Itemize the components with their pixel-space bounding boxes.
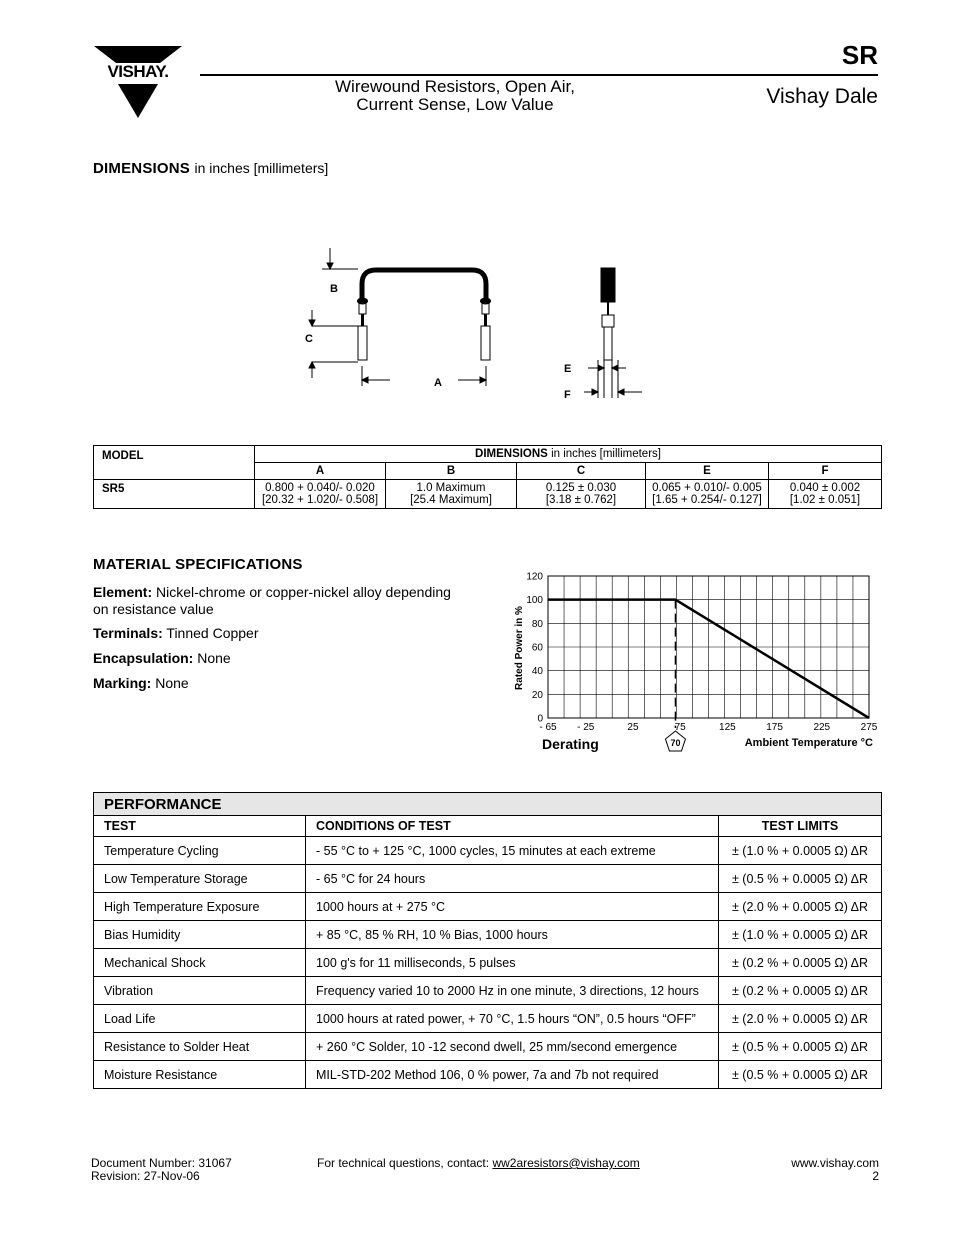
dim-label-b: B [330, 283, 338, 295]
footer-contact [317, 1157, 640, 1170]
x-tick-label: 125 [719, 722, 736, 733]
value-in: 0.125 ± 0.030 [545, 482, 617, 494]
value-in: 0.040 ± 0.002 [789, 482, 861, 494]
col-header-c: C [517, 463, 646, 480]
chart-y-tick-labels [526, 572, 543, 725]
value-in: 0.065 + 0.010/- 0.005 [652, 482, 762, 494]
spec-label: Marking: [93, 675, 152, 691]
y-tick-label: 100 [526, 595, 543, 607]
value-mm: [1.02 ± 0.051] [789, 494, 861, 506]
header-rule [200, 74, 878, 76]
spec-encapsulation [93, 650, 231, 666]
x-tick-label: - 25 [577, 722, 595, 733]
dim-label-c: C [305, 333, 313, 345]
table-row [94, 893, 882, 921]
test-cell: Resistance to Solder Heat [94, 1033, 306, 1061]
limits-cell: ± (0.2 % + 0.0005 Ω) ΔR [719, 949, 882, 977]
header-test: TEST [94, 816, 306, 837]
col-header-a: A [255, 463, 386, 480]
vishay-logo [90, 44, 186, 120]
chart-marker-label: 70 [670, 738, 681, 748]
test-cell: Mechanical Shock [94, 949, 306, 977]
test-cell: Temperature Cycling [94, 837, 306, 865]
chart-x-axis-label: Ambient Temperature °C [744, 737, 873, 749]
value-mm: [3.18 ± 0.762] [545, 494, 617, 506]
conditions-cell: - 65 °C for 24 hours [306, 865, 719, 893]
limits-cell: ± (0.5 % + 0.0005 Ω) ΔR [719, 1033, 882, 1061]
test-cell: High Temperature Exposure [94, 893, 306, 921]
spec-terminals [93, 625, 259, 641]
value-in: 0.800 + 0.040/- 0.020 [265, 482, 375, 494]
dimension-drawing [290, 240, 660, 410]
x-tick-label: 75 [674, 722, 686, 733]
test-cell: Load Life [94, 1005, 306, 1033]
table-row [94, 1033, 882, 1061]
test-cell: Bias Humidity [94, 921, 306, 949]
performance-title: PERFORMANCE [94, 793, 882, 816]
conditions-cell: + 85 °C, 85 % RH, 10 % Bias, 1000 hours [306, 921, 719, 949]
y-tick-label: 0 [537, 713, 543, 725]
y-tick-label: 20 [531, 689, 543, 701]
x-tick-label: 25 [627, 722, 639, 733]
x-tick-label: 275 [860, 722, 878, 733]
table-row [94, 1061, 882, 1089]
conditions-cell: 1000 hours at rated power, + 70 °C, 1.5 hours “ON”, 0.5 hours “OFF” [306, 1005, 719, 1033]
document-subtitle [300, 78, 610, 114]
limits-cell: ± (1.0 % + 0.0005 Ω) ΔR [719, 837, 882, 865]
limits-cell: ± (0.2 % + 0.0005 Ω) ΔR [719, 977, 882, 1005]
test-cell: Vibration [94, 977, 306, 1005]
spec-value: Tinned Copper [166, 625, 259, 641]
spec-label: Encapsulation: [93, 650, 194, 666]
doc-number: Document Number: 31067 [91, 1156, 232, 1170]
revision: Revision: 27-Nov-06 [91, 1169, 200, 1183]
chart-title: Derating [542, 736, 599, 752]
x-tick-label: - 65 [539, 722, 557, 733]
spec-label: Terminals: [93, 625, 163, 641]
website-link[interactable]: www.vishay.com [791, 1156, 879, 1170]
dim-label-e: E [564, 363, 572, 375]
value-mm: [25.4 Maximum] [410, 494, 492, 506]
dimensions-heading [93, 160, 328, 178]
header-conditions: CONDITIONS OF TEST [306, 816, 719, 837]
footer-left [91, 1157, 232, 1183]
col-header-b: B [386, 463, 517, 480]
test-cell: Moisture Resistance [94, 1061, 306, 1089]
y-tick-label: 80 [531, 618, 543, 630]
dimensions-header-bold: DIMENSIONS [475, 448, 548, 460]
chart-x-tick-labels [539, 722, 877, 733]
col-header-e: E [646, 463, 769, 480]
dimensions-header-rest: in inches [millimeters] [551, 448, 661, 460]
contact-email-link[interactable]: ww2aresistors@vishay.com [492, 1156, 640, 1170]
value-mm: [20.32 + 1.020/- 0.508] [261, 494, 379, 506]
spec-value: Nickel-chrome or copper-nickel alloy depending [156, 584, 451, 600]
derating-chart [505, 565, 890, 760]
spec-label: Element: [93, 584, 153, 600]
performance-rows [94, 837, 882, 1089]
dimensions-subtitle: in inches [millimeters] [194, 160, 329, 176]
limits-cell: ± (0.5 % + 0.0005 Ω) ΔR [719, 1061, 882, 1089]
table-row [94, 837, 882, 865]
y-tick-label: 120 [526, 571, 543, 583]
material-specs-title: MATERIAL SPECIFICATIONS [93, 556, 303, 573]
x-tick-label: 175 [766, 722, 783, 733]
subtitle-line-2: Current Sense, Low Value [356, 95, 554, 114]
dimensions-table [93, 445, 882, 509]
table-row [94, 865, 882, 893]
conditions-cell: Frequency varied 10 to 2000 Hz in one minute, 3 directions, 12 hours [306, 977, 719, 1005]
model-cell: SR5 [94, 480, 255, 509]
value-mm: [1.65 + 0.254/- 0.127] [652, 494, 762, 506]
col-header-f: F [769, 463, 882, 480]
y-tick-label: 60 [531, 642, 543, 654]
spec-marking [93, 675, 189, 691]
limits-cell: ± (0.5 % + 0.0005 Ω) ΔR [719, 865, 882, 893]
conditions-cell: MIL-STD-202 Method 106, 0 % power, 7a and 7b not required [306, 1061, 719, 1089]
footer-right [700, 1157, 879, 1183]
page-number: 2 [872, 1169, 879, 1183]
value-cell-c [517, 480, 646, 509]
dimensions-header [255, 446, 882, 463]
x-tick-label: 225 [813, 722, 831, 733]
value-cell-a [255, 480, 386, 509]
y-tick-label: 40 [531, 666, 543, 678]
limits-cell: ± (2.0 % + 0.0005 Ω) ΔR [719, 1005, 882, 1033]
subtitle-line-1: Wirewound Resistors, Open Air, [335, 77, 575, 96]
logo-text: VISHAY. [90, 63, 186, 81]
value-cell-f [769, 480, 882, 509]
value-cell-e [646, 480, 769, 509]
dimensions-title: DIMENSIONS [93, 160, 191, 177]
model-header: MODEL [94, 446, 255, 480]
brand-name: Vishay Dale [766, 85, 878, 108]
table-row [94, 949, 882, 977]
spec-element [93, 584, 451, 618]
value-cell-b [386, 480, 517, 509]
table-row [94, 921, 882, 949]
table-row [94, 977, 882, 1005]
spec-value: None [155, 675, 189, 691]
chart-y-axis-label: Rated Power in % [514, 606, 525, 690]
limits-cell: ± (2.0 % + 0.0005 Ω) ΔR [719, 893, 882, 921]
spec-value: None [197, 650, 231, 666]
conditions-cell: 1000 hours at + 275 °C [306, 893, 719, 921]
product-code: SR [841, 40, 878, 70]
conditions-cell: - 55 °C to + 125 °C, 1000 cycles, 15 minutes at each extreme [306, 837, 719, 865]
table-row [94, 1005, 882, 1033]
dim-label-f: F [564, 389, 571, 401]
dim-label-a: A [434, 377, 442, 389]
contact-prefix: For technical questions, contact: [317, 1156, 490, 1170]
value-in: 1.0 Maximum [416, 482, 486, 494]
header-limits: TEST LIMITS [719, 816, 882, 837]
test-cell: Low Temperature Storage [94, 865, 306, 893]
spec-value-continued: on resistance value [93, 601, 214, 617]
performance-table [93, 792, 882, 1089]
conditions-cell: + 260 °C Solder, 10 -12 second dwell, 25 mm/second emergence [306, 1033, 719, 1061]
limits-cell: ± (1.0 % + 0.0005 Ω) ΔR [719, 921, 882, 949]
conditions-cell: 100 g's for 11 milliseconds, 5 pulses [306, 949, 719, 977]
table-row [94, 480, 882, 509]
